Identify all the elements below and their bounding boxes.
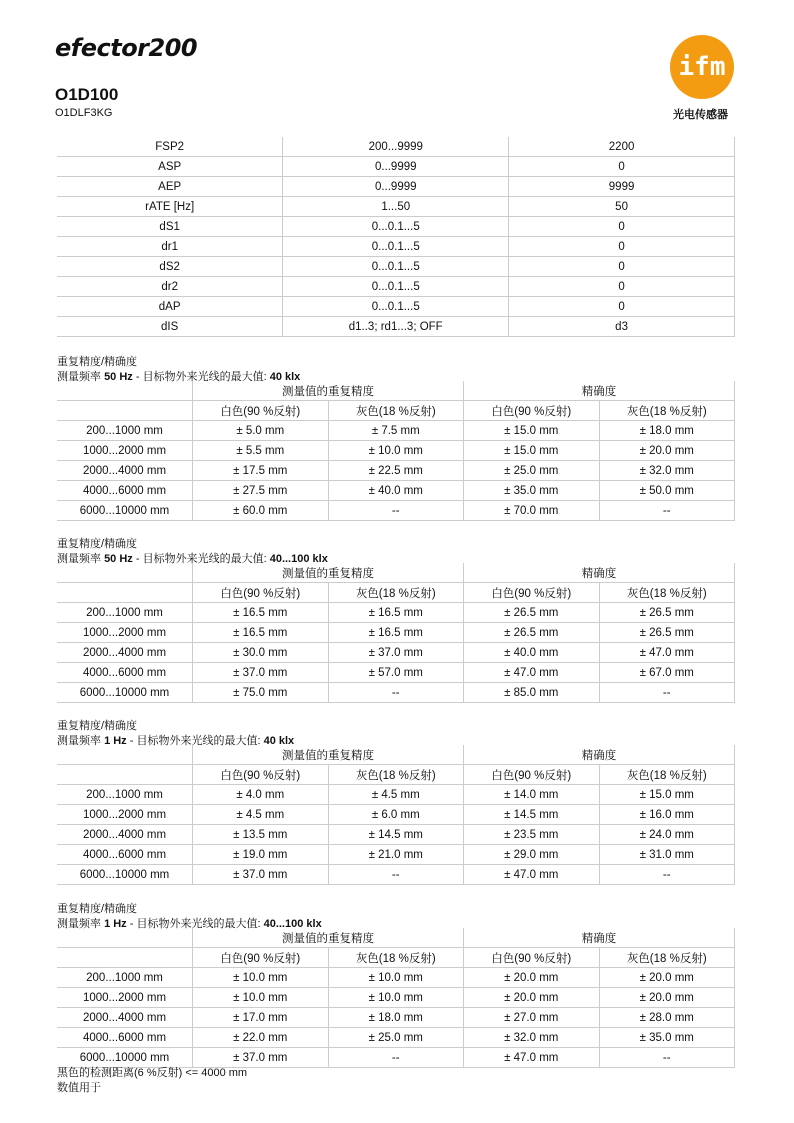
param-range: d1..3; rd1...3; OFF bbox=[283, 317, 509, 337]
value-cell: ± 37.0 mm bbox=[328, 643, 464, 663]
range-cell: 6000...10000 mm bbox=[57, 683, 193, 703]
param-name: dIS bbox=[57, 317, 283, 337]
range-cell: 6000...10000 mm bbox=[57, 865, 193, 885]
value-cell: -- bbox=[328, 1048, 464, 1068]
value-cell: ± 26.5 mm bbox=[464, 603, 600, 623]
condition-freq: 50 Hz bbox=[104, 553, 133, 565]
column-header-row bbox=[57, 948, 735, 968]
table-row bbox=[57, 441, 735, 461]
range-cell: 4000...6000 mm bbox=[57, 1028, 193, 1048]
column-header: 灰色(18 %反射) bbox=[599, 765, 735, 785]
column-header: 灰色(18 %反射) bbox=[599, 401, 735, 421]
section-title: 重复精度/精确度 bbox=[57, 903, 138, 915]
value-cell: ± 47.0 mm bbox=[464, 663, 600, 683]
table-row bbox=[57, 968, 735, 988]
range-cell: 6000...10000 mm bbox=[57, 1048, 193, 1068]
condition-lux: 40...100 klx bbox=[263, 918, 322, 930]
group-header: 精确度 bbox=[464, 563, 735, 583]
empty-cell bbox=[57, 928, 193, 948]
value-cell: ± 20.0 mm bbox=[599, 988, 735, 1008]
value-cell: ± 30.0 mm bbox=[193, 643, 329, 663]
value-cell: ± 16.5 mm bbox=[328, 603, 464, 623]
condition-line_a: 测量频率 bbox=[57, 918, 105, 930]
value-cell: ± 85.0 mm bbox=[464, 683, 600, 703]
group-header-row bbox=[57, 381, 735, 401]
value-cell: ± 50.0 mm bbox=[599, 481, 735, 501]
footer-note-1: 黑色的检测距离(6 %反射) <= 4000 mm bbox=[57, 1067, 248, 1079]
accuracy-table bbox=[57, 381, 735, 521]
value-cell: ± 28.0 mm bbox=[599, 1008, 735, 1028]
value-cell: ± 75.0 mm bbox=[193, 683, 329, 703]
column-header: 白色(90 %反射) bbox=[464, 401, 600, 421]
value-cell: ± 27.5 mm bbox=[193, 481, 329, 501]
condition-lux: 40 klx bbox=[263, 735, 295, 747]
value-cell: ± 27.0 mm bbox=[464, 1008, 600, 1028]
value-cell: ± 19.0 mm bbox=[193, 845, 329, 865]
value-cell: ± 16.5 mm bbox=[328, 623, 464, 643]
value-cell: ± 15.0 mm bbox=[599, 785, 735, 805]
param-name: dAP bbox=[57, 297, 283, 317]
section-title: 重复精度/精确度 bbox=[57, 720, 138, 732]
empty-cell bbox=[57, 765, 193, 785]
value-cell: ± 18.0 mm bbox=[599, 421, 735, 441]
table-row bbox=[57, 421, 735, 441]
group-header-row bbox=[57, 745, 735, 765]
condition-line_b: - 目标物外来光线的最大值: bbox=[132, 371, 270, 383]
value-cell: ± 40.0 mm bbox=[464, 643, 600, 663]
param-name: FSP2 bbox=[57, 137, 283, 157]
value-cell: -- bbox=[599, 501, 735, 521]
value-cell: ± 22.5 mm bbox=[328, 461, 464, 481]
value-cell: ± 16.0 mm bbox=[599, 805, 735, 825]
value-cell: ± 47.0 mm bbox=[464, 865, 600, 885]
group-header: 测量值的重复精度 bbox=[193, 381, 464, 401]
column-header: 白色(90 %反射) bbox=[193, 583, 329, 603]
parameter-table bbox=[57, 137, 735, 337]
param-value: 50 bbox=[509, 197, 735, 217]
condition-line_a: 测量频率 bbox=[57, 371, 105, 383]
column-header-row bbox=[57, 583, 735, 603]
table-row bbox=[57, 785, 735, 805]
value-cell: ± 4.5 mm bbox=[328, 785, 464, 805]
value-cell: ± 23.5 mm bbox=[464, 825, 600, 845]
value-cell: ± 32.0 mm bbox=[599, 461, 735, 481]
table-row bbox=[57, 845, 735, 865]
value-cell: ± 57.0 mm bbox=[328, 663, 464, 683]
param-range: 0...0.1...5 bbox=[283, 257, 509, 277]
table-row bbox=[57, 603, 735, 623]
param-range: 0...0.1...5 bbox=[283, 237, 509, 257]
efector-logo: efector200 bbox=[55, 34, 198, 62]
value-cell: -- bbox=[599, 1048, 735, 1068]
value-cell: ± 35.0 mm bbox=[464, 481, 600, 501]
section-title: 重复精度/精确度 bbox=[57, 538, 138, 550]
condition-lux: 40 klx bbox=[269, 371, 301, 383]
column-header: 灰色(18 %反射) bbox=[328, 583, 464, 603]
table-row bbox=[57, 257, 735, 277]
range-cell: 2000...4000 mm bbox=[57, 643, 193, 663]
param-range: 0...9999 bbox=[283, 157, 509, 177]
table-row bbox=[57, 217, 735, 237]
value-cell: ± 10.0 mm bbox=[193, 968, 329, 988]
column-header: 灰色(18 %反射) bbox=[599, 948, 735, 968]
footer-note-2: 数值用于 bbox=[57, 1082, 101, 1094]
param-range: 200...9999 bbox=[283, 137, 509, 157]
param-value: 0 bbox=[509, 237, 735, 257]
value-cell: ± 4.0 mm bbox=[193, 785, 329, 805]
value-cell: ± 6.0 mm bbox=[328, 805, 464, 825]
table-row bbox=[57, 825, 735, 845]
value-cell: ± 10.0 mm bbox=[193, 988, 329, 1008]
section-title: 重复精度/精确度 bbox=[57, 356, 138, 368]
table-row bbox=[57, 623, 735, 643]
value-cell: ± 10.0 mm bbox=[328, 441, 464, 461]
param-value: 0 bbox=[509, 157, 735, 177]
range-cell: 2000...4000 mm bbox=[57, 825, 193, 845]
table-row bbox=[57, 683, 735, 703]
range-cell: 2000...4000 mm bbox=[57, 461, 193, 481]
column-header-row bbox=[57, 401, 735, 421]
group-header: 测量值的重复精度 bbox=[193, 928, 464, 948]
value-cell: ± 29.0 mm bbox=[464, 845, 600, 865]
table-row bbox=[57, 137, 735, 157]
param-name: dS1 bbox=[57, 217, 283, 237]
param-value: 9999 bbox=[509, 177, 735, 197]
param-value: 0 bbox=[509, 217, 735, 237]
table-row bbox=[57, 643, 735, 663]
range-cell: 6000...10000 mm bbox=[57, 501, 193, 521]
value-cell: ± 20.0 mm bbox=[599, 441, 735, 461]
table-row bbox=[57, 805, 735, 825]
value-cell: -- bbox=[328, 683, 464, 703]
empty-cell bbox=[57, 745, 193, 765]
empty-cell bbox=[57, 583, 193, 603]
range-cell: 1000...2000 mm bbox=[57, 805, 193, 825]
value-cell: ± 37.0 mm bbox=[193, 1048, 329, 1068]
range-cell: 200...1000 mm bbox=[57, 968, 193, 988]
value-cell: -- bbox=[328, 501, 464, 521]
value-cell: ± 16.5 mm bbox=[193, 623, 329, 643]
accuracy-table bbox=[57, 745, 735, 885]
value-cell: ± 37.0 mm bbox=[193, 663, 329, 683]
condition-freq: 50 Hz bbox=[104, 371, 133, 383]
table-row bbox=[57, 988, 735, 1008]
value-cell: ± 15.0 mm bbox=[464, 441, 600, 461]
value-cell: ± 5.5 mm bbox=[193, 441, 329, 461]
value-cell: ± 13.5 mm bbox=[193, 825, 329, 845]
value-cell: ± 31.0 mm bbox=[599, 845, 735, 865]
group-header-row bbox=[57, 928, 735, 948]
value-cell: ± 32.0 mm bbox=[464, 1028, 600, 1048]
group-header: 测量值的重复精度 bbox=[193, 563, 464, 583]
param-range: 0...0.1...5 bbox=[283, 297, 509, 317]
range-cell: 1000...2000 mm bbox=[57, 988, 193, 1008]
column-header: 灰色(18 %反射) bbox=[599, 583, 735, 603]
table-row bbox=[57, 297, 735, 317]
param-value: 0 bbox=[509, 297, 735, 317]
param-name: dr2 bbox=[57, 277, 283, 297]
value-cell: ± 14.5 mm bbox=[464, 805, 600, 825]
range-cell: 2000...4000 mm bbox=[57, 1008, 193, 1028]
param-value: 0 bbox=[509, 257, 735, 277]
value-cell: ± 25.0 mm bbox=[328, 1028, 464, 1048]
value-cell: ± 47.0 mm bbox=[599, 643, 735, 663]
table-row bbox=[57, 237, 735, 257]
param-range: 0...0.1...5 bbox=[283, 217, 509, 237]
range-cell: 200...1000 mm bbox=[57, 603, 193, 623]
column-header: 灰色(18 %反射) bbox=[328, 948, 464, 968]
column-header: 白色(90 %反射) bbox=[193, 948, 329, 968]
value-cell: ± 26.5 mm bbox=[599, 623, 735, 643]
value-cell: ± 4.5 mm bbox=[193, 805, 329, 825]
category-label: 光电传感器 bbox=[673, 109, 728, 121]
table-row bbox=[57, 663, 735, 683]
range-cell: 4000...6000 mm bbox=[57, 481, 193, 501]
value-cell: ± 15.0 mm bbox=[464, 421, 600, 441]
column-header: 白色(90 %反射) bbox=[193, 401, 329, 421]
empty-cell bbox=[57, 381, 193, 401]
value-cell: ± 21.0 mm bbox=[328, 845, 464, 865]
empty-cell bbox=[57, 563, 193, 583]
table-row bbox=[57, 197, 735, 217]
column-header: 灰色(18 %反射) bbox=[328, 765, 464, 785]
empty-cell bbox=[57, 948, 193, 968]
param-range: 0...9999 bbox=[283, 177, 509, 197]
value-cell: ± 35.0 mm bbox=[599, 1028, 735, 1048]
group-header: 精确度 bbox=[464, 928, 735, 948]
param-name: AEP bbox=[57, 177, 283, 197]
range-cell: 4000...6000 mm bbox=[57, 663, 193, 683]
table-row bbox=[57, 1048, 735, 1068]
ifm-logo: ifm bbox=[670, 35, 734, 99]
range-cell: 1000...2000 mm bbox=[57, 441, 193, 461]
value-cell: ± 10.0 mm bbox=[328, 988, 464, 1008]
value-cell: ± 40.0 mm bbox=[328, 481, 464, 501]
param-value: 0 bbox=[509, 277, 735, 297]
value-cell: ± 16.5 mm bbox=[193, 603, 329, 623]
value-cell: ± 20.0 mm bbox=[464, 988, 600, 1008]
value-cell: ± 17.5 mm bbox=[193, 461, 329, 481]
column-header: 灰色(18 %反射) bbox=[328, 401, 464, 421]
product-title: O1D100 bbox=[55, 85, 119, 104]
value-cell: ± 7.5 mm bbox=[328, 421, 464, 441]
value-cell: ± 47.0 mm bbox=[464, 1048, 600, 1068]
param-range: 0...0.1...5 bbox=[283, 277, 509, 297]
value-cell: ± 26.5 mm bbox=[464, 623, 600, 643]
value-cell: ± 37.0 mm bbox=[193, 865, 329, 885]
param-name: ASP bbox=[57, 157, 283, 177]
table-row bbox=[57, 1008, 735, 1028]
table-row bbox=[57, 157, 735, 177]
column-header: 白色(90 %反射) bbox=[464, 583, 600, 603]
param-name: dS2 bbox=[57, 257, 283, 277]
value-cell: ± 24.0 mm bbox=[599, 825, 735, 845]
value-cell: -- bbox=[599, 683, 735, 703]
param-value: d3 bbox=[509, 317, 735, 337]
table-row bbox=[57, 177, 735, 197]
value-cell: ± 5.0 mm bbox=[193, 421, 329, 441]
range-cell: 1000...2000 mm bbox=[57, 623, 193, 643]
group-header: 精确度 bbox=[464, 381, 735, 401]
condition-line_b: - 目标物外来光线的最大值: bbox=[132, 553, 270, 565]
group-header: 测量值的重复精度 bbox=[193, 745, 464, 765]
value-cell: ± 14.0 mm bbox=[464, 785, 600, 805]
value-cell: -- bbox=[599, 865, 735, 885]
value-cell: ± 17.0 mm bbox=[193, 1008, 329, 1028]
column-header: 白色(90 %反射) bbox=[193, 765, 329, 785]
range-cell: 4000...6000 mm bbox=[57, 845, 193, 865]
column-header: 白色(90 %反射) bbox=[464, 948, 600, 968]
condition-line_a: 测量频率 bbox=[57, 735, 105, 747]
table-row bbox=[57, 317, 735, 337]
param-name: dr1 bbox=[57, 237, 283, 257]
product-code: O1DLF3KG bbox=[55, 107, 113, 119]
group-header: 精确度 bbox=[464, 745, 735, 765]
value-cell: ± 26.5 mm bbox=[599, 603, 735, 623]
table-row bbox=[57, 1028, 735, 1048]
param-value: 2200 bbox=[509, 137, 735, 157]
column-header-row bbox=[57, 765, 735, 785]
condition-line_a: 测量频率 bbox=[57, 553, 105, 565]
value-cell: ± 14.5 mm bbox=[328, 825, 464, 845]
table-row bbox=[57, 461, 735, 481]
condition-freq: 1 Hz bbox=[104, 918, 127, 930]
column-header: 白色(90 %反射) bbox=[464, 765, 600, 785]
value-cell: ± 18.0 mm bbox=[328, 1008, 464, 1028]
value-cell: ± 20.0 mm bbox=[464, 968, 600, 988]
table-row bbox=[57, 865, 735, 885]
condition-line_b: - 目标物外来光线的最大值: bbox=[126, 918, 264, 930]
value-cell: ± 10.0 mm bbox=[328, 968, 464, 988]
param-range: 1...50 bbox=[283, 197, 509, 217]
empty-cell bbox=[57, 401, 193, 421]
range-cell: 200...1000 mm bbox=[57, 421, 193, 441]
group-header-row bbox=[57, 563, 735, 583]
condition-lux: 40...100 klx bbox=[269, 553, 328, 565]
value-cell: ± 22.0 mm bbox=[193, 1028, 329, 1048]
table-row bbox=[57, 277, 735, 297]
value-cell: ± 60.0 mm bbox=[193, 501, 329, 521]
condition-line_b: - 目标物外来光线的最大值: bbox=[126, 735, 264, 747]
value-cell: ± 25.0 mm bbox=[464, 461, 600, 481]
value-cell: ± 67.0 mm bbox=[599, 663, 735, 683]
table-row bbox=[57, 501, 735, 521]
value-cell: -- bbox=[328, 865, 464, 885]
table-row bbox=[57, 481, 735, 501]
range-cell: 200...1000 mm bbox=[57, 785, 193, 805]
value-cell: ± 20.0 mm bbox=[599, 968, 735, 988]
param-name: rATE [Hz] bbox=[57, 197, 283, 217]
accuracy-table bbox=[57, 928, 735, 1068]
condition-freq: 1 Hz bbox=[104, 735, 127, 747]
accuracy-table bbox=[57, 563, 735, 703]
value-cell: ± 70.0 mm bbox=[464, 501, 600, 521]
